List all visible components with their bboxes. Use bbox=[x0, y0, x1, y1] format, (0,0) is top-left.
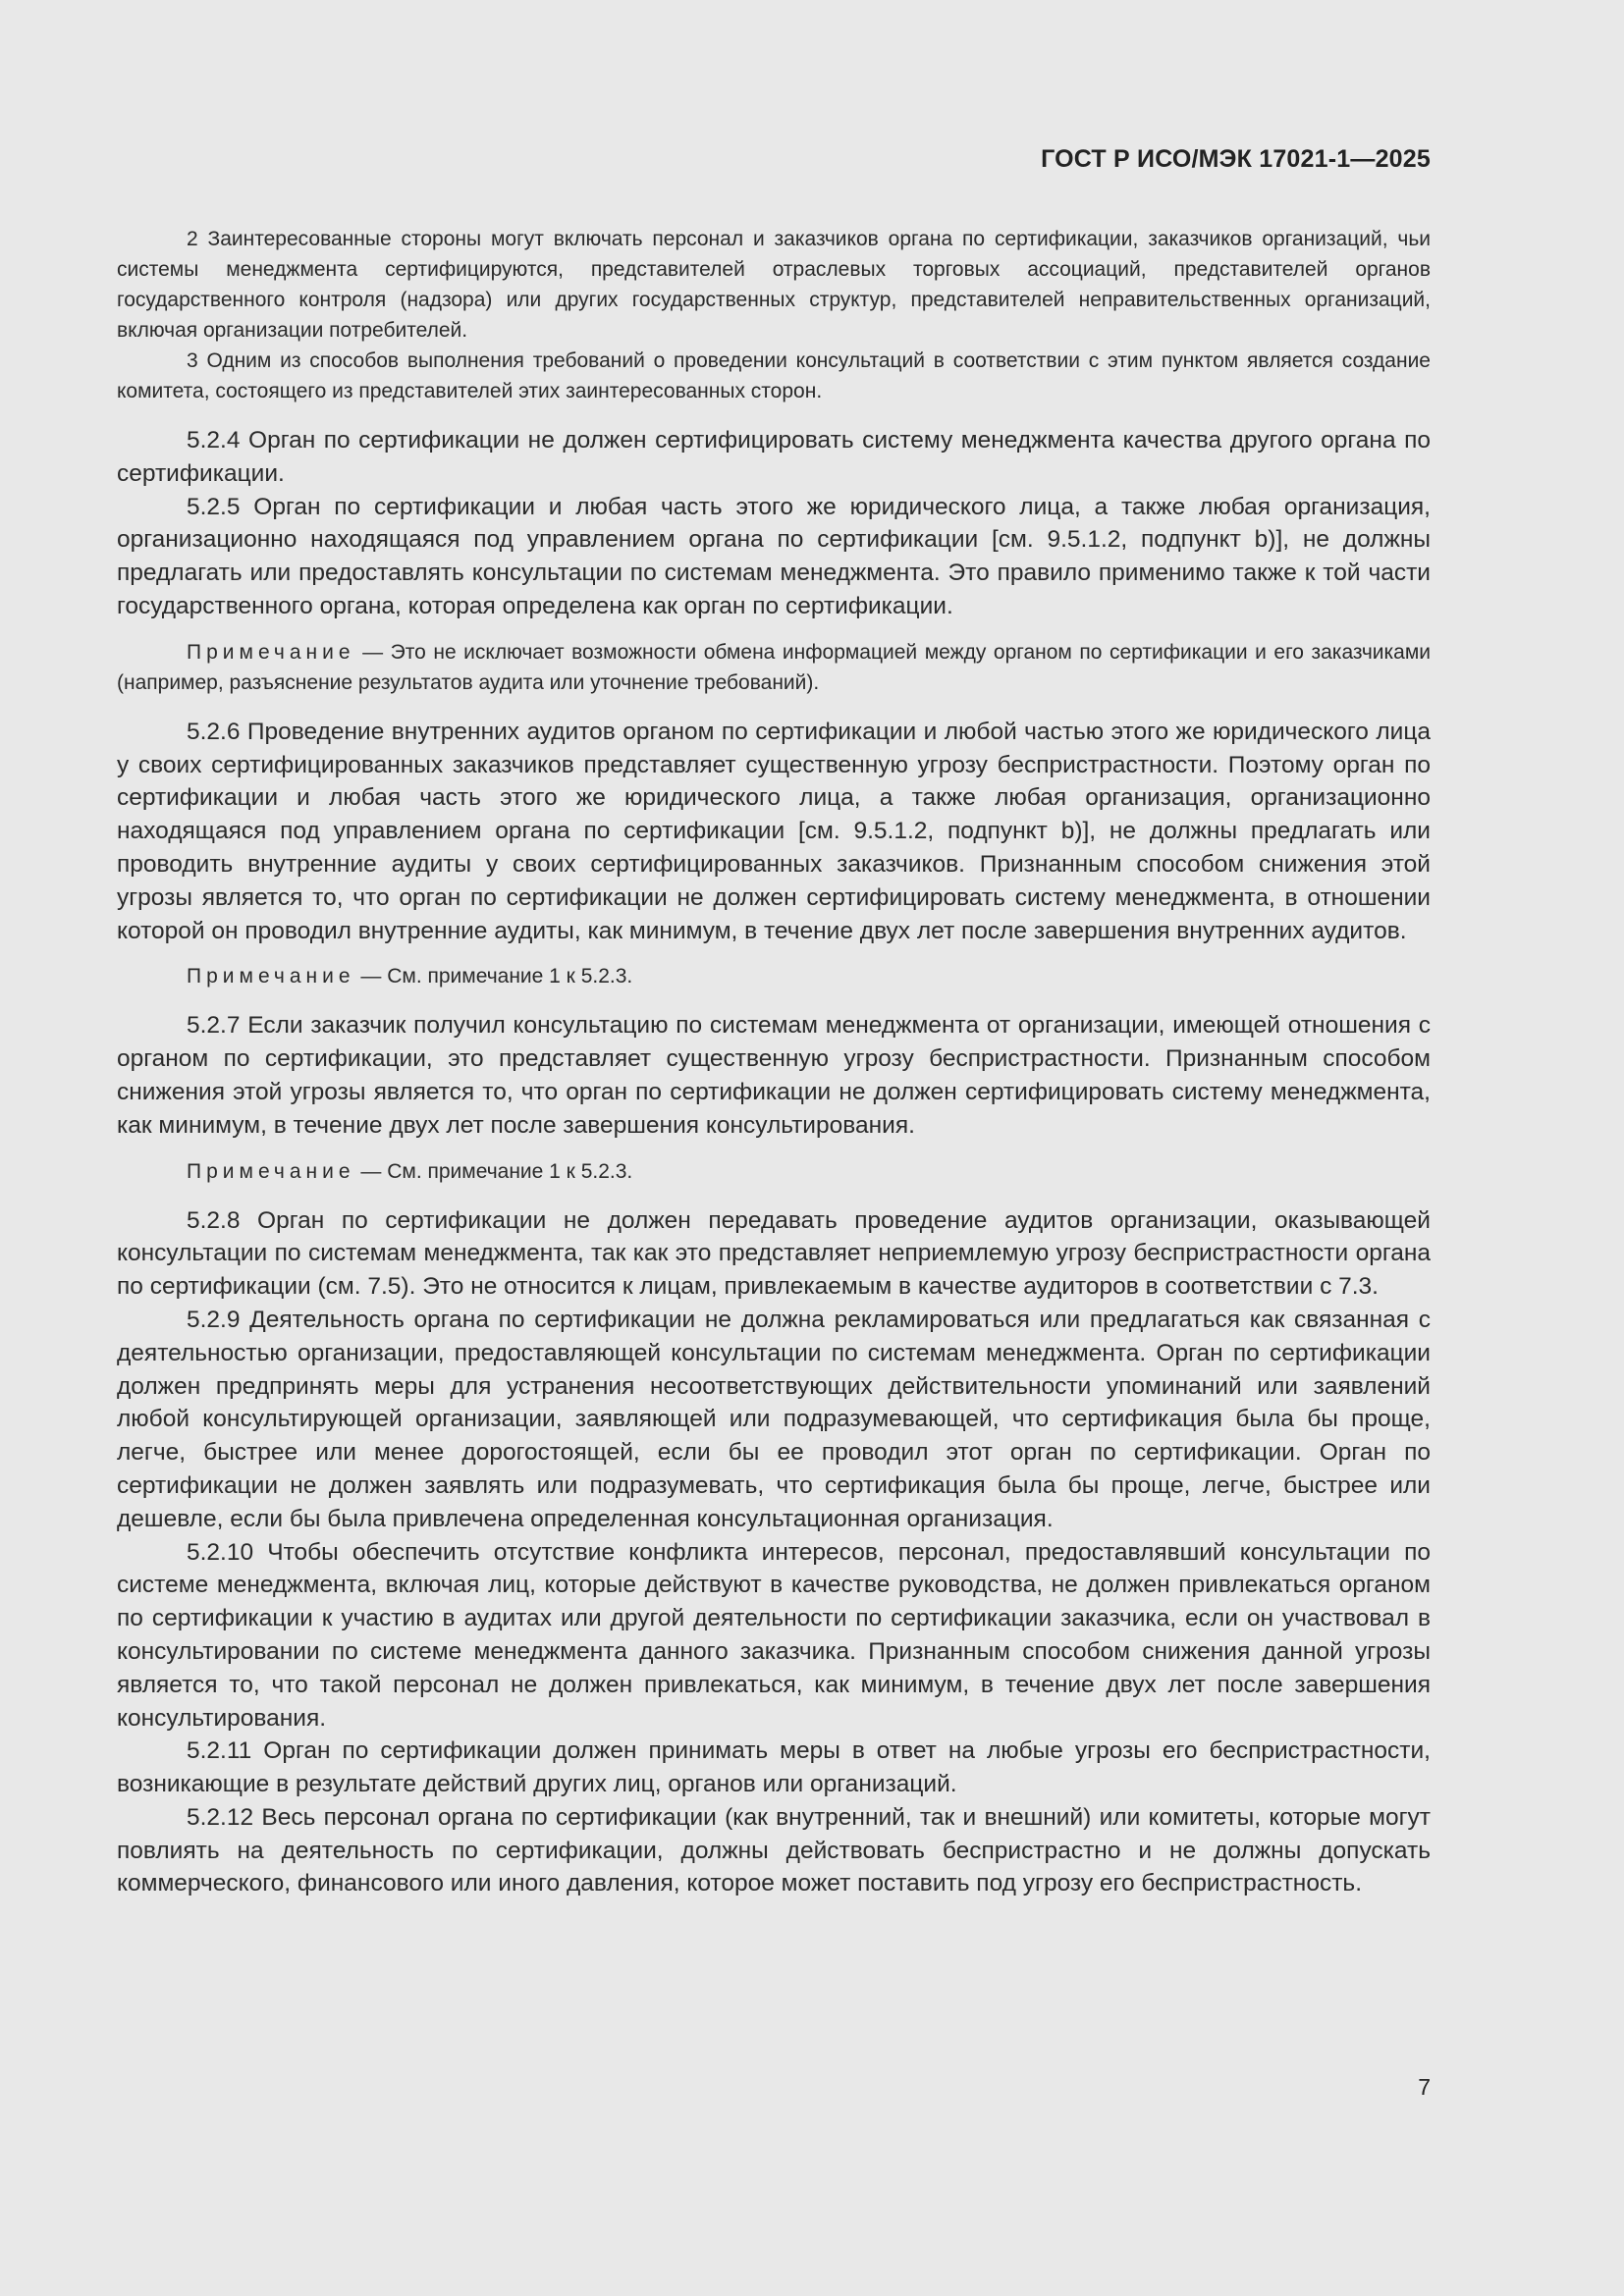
note-paragraph-1 bbox=[117, 637, 1431, 698]
note-3-paragraph: 3 Одним из способов выполнения требований о проведении консультаций в соответствии с этим пунктом является создание комитета, состоящего из представителей этих заинтересованных сторон. bbox=[117, 349, 1431, 402]
clause-5-2-10: 5.2.10 Чтобы обеспечить отсутствие конфликта интересов, персонал, предоставлявший консультации по системе менеджмента, включая лиц, которые действуют в качестве руководства, не должен привлекаться органом по сертификации к участию в аудитах или другой деятельности по сертификации заказчика, если он участвовал в консультировании по системе менеджмента данного заказчика. Признанным способом снижения данной угрозы является то, что такой персонал не должен привлекаться, как минимум, в течение двух лет после завершения консультирования. bbox=[117, 1538, 1431, 1732]
clause-5-2-6: 5.2.6 Проведение внутренних аудитов органом по сертификации и любой частью этого же юридического лица у своих сертифицированных заказчиков представляет существенную угрозу беспристрастности. Поэтому орган по сертификации и любая часть этого же юридического лица, а также любая организация, организационно находящаяся под управлением органа по сертификации [см. 9.5.1.2, подпункт b)], не должны предлагать или проводить внутренние аудиты у своих сертифицированных заказчиков. Признанным способом снижения этой угрозы является то, что орган по сертификации не должен сертифицировать систему менеджмента, в отношении которой он проводил внутренние аудиты, как минимум, в течение двух лет после завершения внутренних аудитов. bbox=[117, 718, 1431, 944]
note-label: Примечание bbox=[187, 965, 355, 988]
clause-5-2-11: 5.2.11 Орган по сертификации должен принимать меры в ответ на любые угрозы его беспристрастности, возникающие в результате действий других лиц, органов или организаций. bbox=[117, 1737, 1431, 1798]
note-label: Примечание bbox=[187, 1159, 355, 1183]
document-header: ГОСТ Р ИСО/МЭК 17021-1—2025 bbox=[1041, 145, 1431, 173]
note-text: См. примечание 1 к 5.2.3. bbox=[387, 1159, 633, 1183]
note-text: Это не исключает возможности обмена информацией между органом по сертификации и его заказчиками (например, разъяснение результатов аудита или уточнение требований). bbox=[117, 640, 1431, 694]
note-label: Примечание bbox=[187, 640, 355, 664]
clause-5-2-9: 5.2.9 Деятельность органа по сертификации не должна рекламироваться или предлагаться как связанная с деятельностью организации, предоставляющей консультации по системам менеджмента. Орган по сертификации должен предпринять меры для устранения несоответствующих действительности упоминаний или заявлений любой консультирующей организации, заявляющей или подразумевающей, что сертификация была бы проще, легче, быстрее или менее дорогостоящей, если бы ее проводил этот орган по сертификации. Орган по сертификации не должен заявлять или подразумевать, что сертификация была бы проще, легче, быстрее или дешевле, если бы была привлечена определенная консультационная организация. bbox=[117, 1306, 1431, 1532]
clause-5-2-8: 5.2.8 Орган по сертификации не должен передавать проведение аудитов организации, оказывающей консультации по системам менеджмента, так как это представляет неприемлемую угрозу беспристрастности органа по сертификации (см. 7.5). Это не относится к лицам, привлекаемым в качестве аудиторов в соответствии с 7.3. bbox=[117, 1206, 1431, 1301]
clause-5-2-7: 5.2.7 Если заказчик получил консультацию по системам менеджмента от организации, имеющей отношения с органом по сертификации, это представляет существенную угрозу беспристрастности. Признанным способом снижения этой угрозы является то, что орган по сертификации не должен сертифицировать систему менеджмента, как минимум, в течение двух лет после завершения консультирования. bbox=[117, 1012, 1431, 1139]
clause-5-2-12: 5.2.12 Весь персонал органа по сертификации (как внутренний, так и внешний) или комитеты, которые могут повлиять на деятельность по сертификации, должны действовать беспристрастно и не должны допускать коммерческого, финансового или иного давления, которое может поставить под угрозу его беспристрастность. bbox=[117, 1803, 1431, 1897]
note-dash: — bbox=[354, 1159, 388, 1183]
note-dash: — bbox=[354, 640, 391, 664]
clause-5-2-5: 5.2.5 Орган по сертификации и любая часть этого же юридического лица, а также любая организация, организационно находящаяся под управлением органа по сертификации [см. 9.5.1.2, подпункт b)], не должны предлагать или предоставлять консультации по системам менеджмента. Это правило применимо также к той части государственного органа, которая определена как орган по сертификации. bbox=[117, 493, 1431, 619]
note-text: См. примечание 1 к 5.2.3. bbox=[387, 965, 633, 988]
document-body bbox=[117, 224, 1431, 1900]
note-2-paragraph: 2 Заинтересованные стороны могут включать персонал и заказчиков органа по сертификации, заказчиков организаций, чьи системы менеджмента сертифицируются, представителей отраслевых торговых ассоциаций, представителей органов государственного контроля (надзора) или других государственных структур, представителей неправительственных организаций, включая организации потребителей. bbox=[117, 228, 1431, 342]
clause-5-2-4: 5.2.4 Орган по сертификации не должен сертифицировать систему менеджмента качества другого органа по сертификации. bbox=[117, 427, 1431, 487]
note-dash: — bbox=[354, 965, 388, 988]
note-paragraph-2 bbox=[117, 961, 1431, 991]
page-number: 7 bbox=[1418, 2074, 1431, 2100]
note-paragraph-3 bbox=[117, 1156, 1431, 1187]
